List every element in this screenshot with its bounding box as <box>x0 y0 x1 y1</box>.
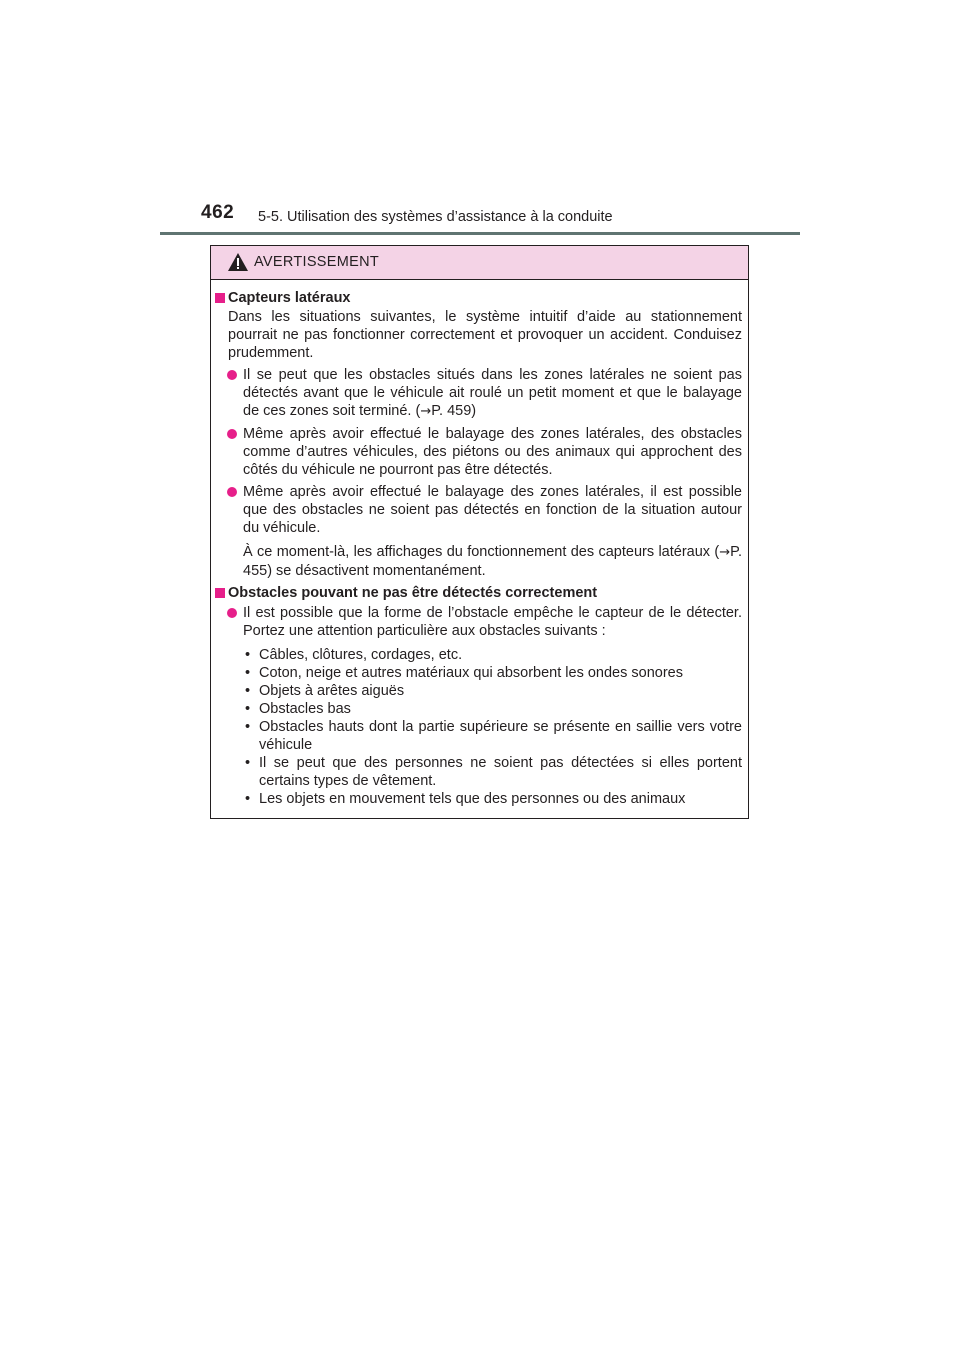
list-item: • Il se peut que des personnes ne soient pas détectées si elles portent certains types de vêtement. <box>245 755 742 789</box>
warning-body <box>211 280 748 808</box>
list-item: • Obstacles hauts dont la partie supérieure se présente en saillie vers votre véhicule <box>245 719 742 753</box>
warning-triangle-icon <box>227 252 249 272</box>
page-header <box>0 0 960 240</box>
warning-title: AVERTISSEMENT <box>254 254 380 270</box>
section-intro: Dans les situations suivantes, le système intuitif d’aide au stationnement pourrait ne pas fonctionner correctement et provoquer un accident. Conduisez prudemment. <box>228 309 742 361</box>
page-reference: P. 459) <box>431 403 477 419</box>
section-heading: Capteurs latéraux <box>215 289 742 307</box>
list-item: • Obstacles bas <box>245 701 351 717</box>
page-reference: P. 455) se désactivent momentanément. <box>243 544 742 579</box>
header-rule <box>160 232 800 235</box>
round-bullet-icon <box>227 370 237 380</box>
arrow-icon: → <box>420 404 432 419</box>
round-bullet-icon <box>227 429 237 439</box>
list-item: • Câbles, clôtures, cordages, etc. <box>245 647 463 663</box>
round-bullet-icon <box>227 608 237 618</box>
sub-list <box>243 646 742 808</box>
warning-box <box>210 245 749 819</box>
warning-header <box>211 246 748 280</box>
round-bullet-icon <box>227 487 237 497</box>
bullet-item: Même après avoir effectué le balayage des zones latérales, des obstacles comme d’autres véhicules, des piétons ou des animaux qui approchent des côtés du véhicule ne pourront pas être détectés. <box>215 425 742 479</box>
square-bullet-icon <box>215 588 225 598</box>
section-title: 5-5. Utilisation des systèmes d’assistance à la conduite <box>258 209 613 225</box>
list-item: • Les objets en mouvement tels que des personnes ou des animaux <box>245 791 686 807</box>
page-number: 462 <box>201 202 235 223</box>
arrow-icon: → <box>719 545 731 560</box>
section-heading: Obstacles pouvant ne pas être détectés correctement <box>215 584 742 602</box>
bullet-item: Il est possible que la forme de l’obstacle empêche le capteur de le détecter. Portez une attention particulière aux obstacles suivants : • Câbles, clôtures, cordages, etc. • Coton, neige et autres matériaux qui absorbent les ondes sonores • Objets à arêtes aiguës • Obstacles bas • Obstacles hauts dont la partie supérieure se présente en saillie vers votre véhicule • Il se peut que des personnes ne soient pas détectées si elles portent certains types de vêtement. • Les objets en mouvement tels que des personnes ou des animaux <box>215 604 742 808</box>
list-item: • Coton, neige et autres matériaux qui absorbent les ondes sonores <box>245 665 683 681</box>
bullet-item: Il se peut que les obstacles situés dans les zones latérales ne soient pas détectés avant que le véhicule ait roulé un petit moment et que le balayage de ces zones soit terminé. (→P. 459) <box>215 366 742 421</box>
list-item: • Objets à arêtes aiguës <box>245 683 405 699</box>
square-bullet-icon <box>215 293 225 303</box>
bullet-item: Même après avoir effectué le balayage des zones latérales, il est possible que des obstacles ne soient pas détectés en fonction de la situation autour du véhicule. À ce moment-là, les affichages du fonctionnement des capteurs latéraux (→P. 455) se désactivent momentanément. <box>215 483 742 580</box>
